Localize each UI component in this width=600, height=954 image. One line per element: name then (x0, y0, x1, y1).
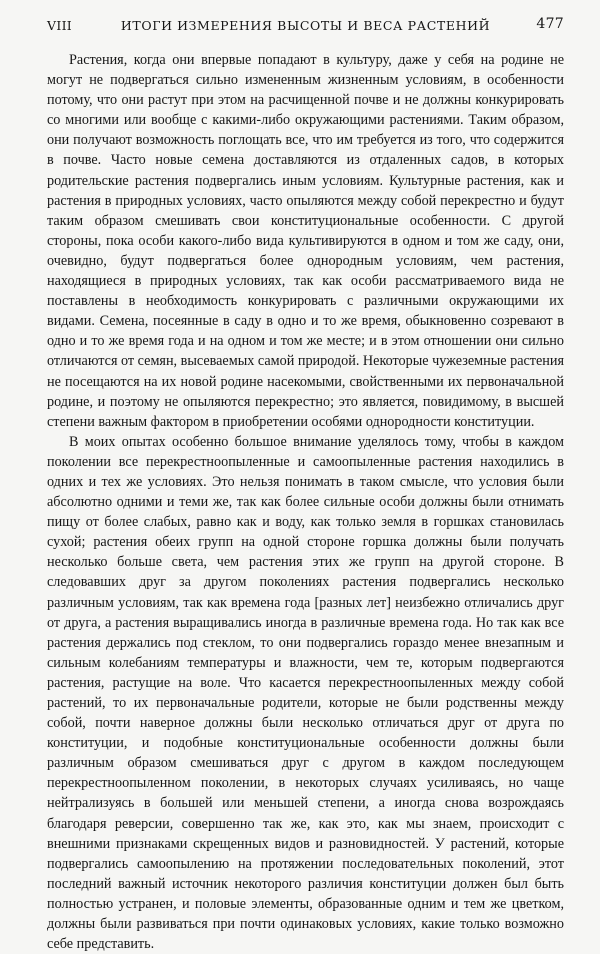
running-title: ИТОГИ ИЗМЕРЕНИЯ ВЫСОТЫ И ВЕСА РАСТЕНИЙ (120, 18, 491, 33)
chapter-number: VIII (47, 18, 73, 33)
page-number: 477 (536, 16, 564, 32)
paragraph-2: В моих опытах особенно большое внимание уделялось тому, чтобы в каждом поколении все перекрестноопыленные и самоопыленные растения находились в одних и тех же условиях. Это нельзя понимать в таком смысле, что условия были абсолютно одними и теми же, так как более сильные особи должны были отнимать пищу от более слабых, равно как и воду, как только земля в горшках становилась сухой; растения обеих групп на одной стороне горшка должны были получать несколько больше света, чем растения этих же групп на другой стороне. В следовавших друг за другом поколениях растения подвергались несколько различным условиям, так как времена года [разных лет] неизбежно отличались друг от друга, а растения выращивались иногда в различные времена года. Но так как все растения держались под стеклом, то они подвергались гораздо менее внезапным и сильным колебаниям температуры и влажности, чем те, которым подвергаются растения, растущие на воле. Что касается перекрестноопыленных между собой растений, то их первоначальные родители, которые не были родственны между собой, почти наверное должны были несколько отличаться друг от друга по конституции, и подобные конституциональные особенности должны были различным образом смешиваться друг с другом в каждом последующем перекрестноопыленном поколении, в некоторых случаях усиливаясь, но чаще нейтрализуясь в большей или меньшей степени, а иногда снова возрождаясь благодаря реверсии, совершенно так же, как это, как мы знаем, происходит с внешними признаками скрещенных видов и разновидностей. У растений, которые подвергались самоопылению на протяжении последовательных поколений, этот последний важный источник некоторого различия конституции должен был быть полностью устранен, и половые элементы, образованные одним и тем же цветком, должны были развиваться при почти одинаковых условиях, какие только возможно себе представить. (47, 433, 564, 953)
running-head (47, 12, 564, 38)
paragraph-1: Растения, когда они впервые попадают в культуру, даже у себя на родине не могут не подвергаться сильно измененным жизненным условиям, в особенности потому, что они растут при этом на расчищенной почве и не должны конкурировать со многими или вообще с какими-либо окружающими растениями. Таким образом, они получают возможность поглощать все, что им требуется из того, что содержится в почве. Часто новые семена доставляются из отдаленных садов, в которых родительские растения подвергались иным условиям. Культурные растения, как и растения в природных условиях, часто опыляются между собой перекрестно и будут таким образом смешивать свои конституциональные особенности. С другой стороны, пока особи какого-либо вида культивируются в одном и том же саду, они, очевидно, будут подвергаться более однородным условиям, чем растения, находящиеся в природных условиях, так как особи рассматриваемого вида не поставлены в необходимость конкурировать с различными окружающими их видами. Семена, посеянные в саду в одно и то же время, обыкновенно созревают в одно и то же время года и на одном и том же месте; и в этом отношении они сильно отличаются от семян, высеваемых самой природой. Некоторые чужеземные растения не посещаются на их новой родине насекомыми, свойственными их первоначальной родине, и поэтому не опыляются перекрестно; это является, повидимому, в высшей степени важным фактором в приобретении особями однородности конституции. (47, 52, 564, 430)
body-text (47, 50, 564, 954)
